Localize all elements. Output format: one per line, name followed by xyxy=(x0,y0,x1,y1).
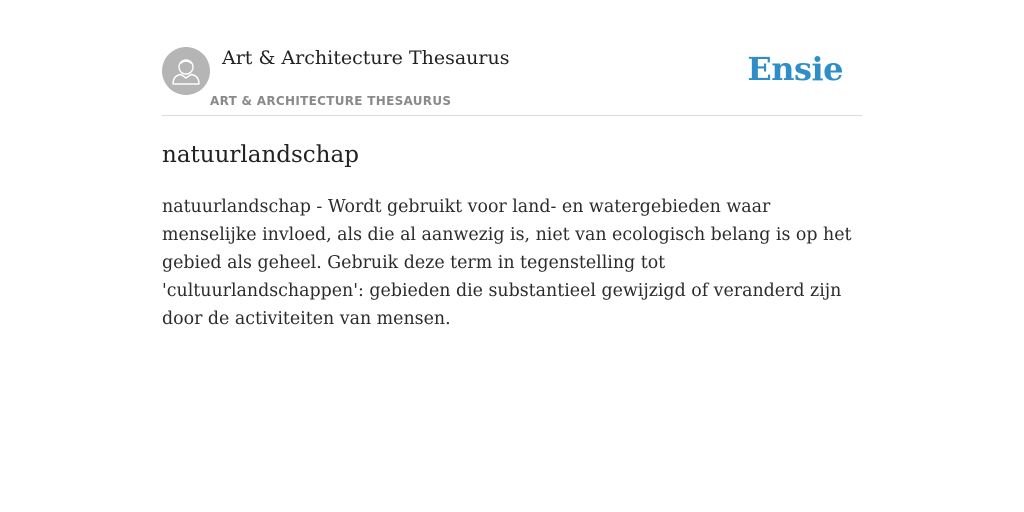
term-definition: natuurlandschap - Wordt gebruikt voor land- en watergebieden waar menselijke invloed, als die al aanwezig is, niet van ecologisch belang is op het gebied als geheel. Gebruik deze term in tegenstelling tot 'cultuurlandschappen': gebieden die substantieel gewijzigd of veranderd zijn door de activiteiten van mensen. xyxy=(162,197,852,329)
user-silhouette-icon xyxy=(162,47,210,95)
entry-header xyxy=(162,0,862,116)
ensie-logo[interactable]: Ensie xyxy=(747,50,843,88)
term-title: natuurlandschap xyxy=(162,142,359,168)
author-avatar[interactable] xyxy=(162,47,210,95)
author-subtitle[interactable]: ART & ARCHITECTURE THESAURUS xyxy=(210,94,452,108)
entry-card xyxy=(162,0,862,512)
author-name[interactable]: Art & Architecture Thesaurus xyxy=(222,47,510,69)
